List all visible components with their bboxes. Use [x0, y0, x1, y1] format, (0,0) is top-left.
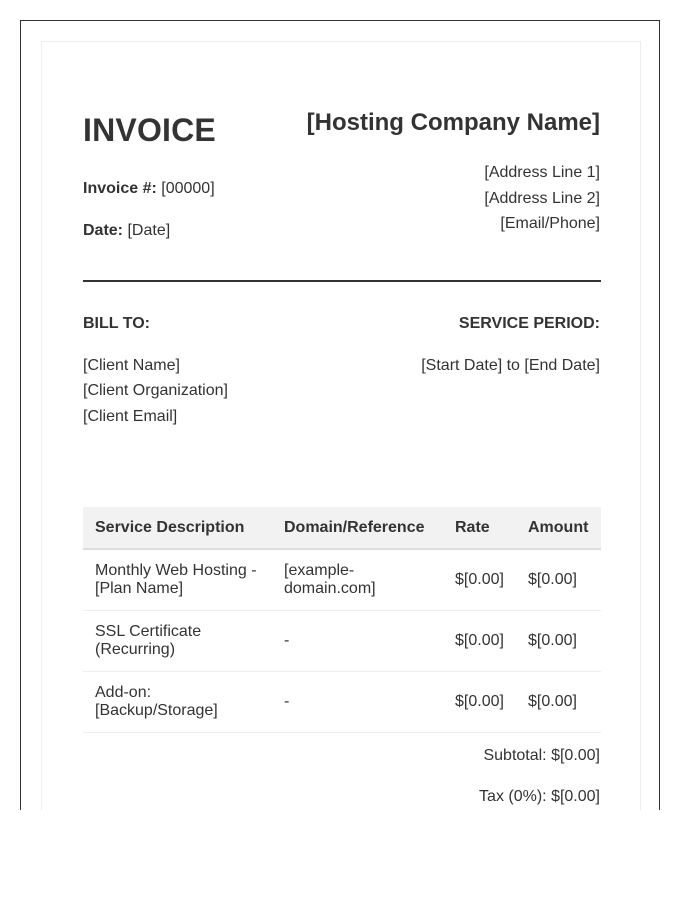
invoice-date-label: Date:: [83, 222, 124, 239]
row-amount: $[0.00]: [516, 671, 601, 732]
client-email: [Client Email]: [83, 408, 178, 425]
row-domain: [example-domain.com]: [272, 549, 443, 610]
row-domain: -: [272, 610, 443, 671]
header-amount: Amount: [516, 507, 601, 549]
row-description: Monthly Web Hosting - [Plan Name]: [83, 549, 272, 610]
row-amount: $[0.00]: [516, 610, 601, 671]
client-name: [Client Name]: [83, 357, 180, 374]
invoice-date-value: [Date]: [127, 222, 171, 239]
invoice-date: [83, 222, 170, 240]
invoice-number: [83, 180, 215, 198]
invoice-number-value: [00000]: [161, 180, 215, 197]
header-divider: [83, 280, 601, 282]
invoice-sheet: [41, 41, 641, 810]
subtotal: Subtotal: $[0.00]: [483, 747, 600, 764]
row-description: Add-on: [Backup/Storage]: [83, 671, 272, 732]
table-row: [83, 549, 601, 610]
client-organization: [Client Organization]: [83, 382, 228, 399]
table-header-row: [83, 507, 601, 549]
email-phone: [Email/Phone]: [500, 215, 600, 232]
service-period-heading: SERVICE PERIOD:: [458, 315, 600, 332]
address-line-2: [Address Line 2]: [484, 190, 600, 207]
row-rate: $[0.00]: [443, 671, 516, 732]
company-name: [Hosting Company Name]: [306, 109, 600, 136]
services-table: [83, 507, 601, 733]
address-line-1: [Address Line 1]: [484, 164, 600, 181]
invoice-title: INVOICE: [83, 112, 216, 148]
service-period-value: [Start Date] to [End Date]: [421, 357, 600, 374]
header-rate: Rate: [443, 507, 516, 549]
table-row: [83, 671, 601, 732]
tax: Tax (0%): $[0.00]: [479, 788, 600, 805]
row-domain: -: [272, 671, 443, 732]
header-domain-reference: Domain/Reference: [272, 507, 443, 549]
row-rate: $[0.00]: [443, 610, 516, 671]
invoice-number-label: Invoice #:: [83, 180, 157, 197]
header-service-description: Service Description: [83, 507, 272, 549]
row-amount: $[0.00]: [516, 549, 601, 610]
bill-to-heading: BILL TO:: [83, 315, 150, 332]
row-description: SSL Certificate (Recurring): [83, 610, 272, 671]
document-frame: [20, 20, 660, 810]
table-row: [83, 610, 601, 671]
row-rate: $[0.00]: [443, 549, 516, 610]
